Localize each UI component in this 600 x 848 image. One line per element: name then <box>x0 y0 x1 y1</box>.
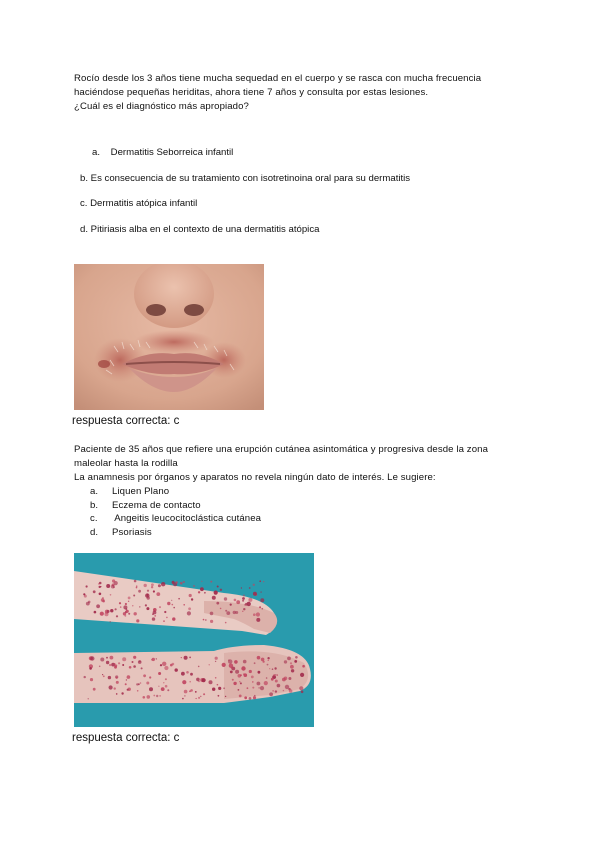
question-1-line-3: ¿Cuál es el diagnóstico más apropiado? <box>74 101 249 112</box>
question-2-line-1: Paciente de 35 años que refiere una erupción cutánea asintomática y progresiva desde la zona <box>74 444 489 455</box>
option-text: Liquen Plano <box>112 486 170 497</box>
question-2-option-b <box>74 499 534 513</box>
question-2-answer: respuesta correcta: c <box>72 732 180 744</box>
option-text: Psoriasis <box>112 526 152 538</box>
question-1-option-d: d. Pitiriasis alba en el contexto de una dermatitis atópica <box>80 224 320 235</box>
face-lesion-photo <box>74 264 264 410</box>
option-text: Eczema de contacto <box>112 499 201 511</box>
option-letter: a. <box>90 486 99 497</box>
option-text: Angeitis leucocitoclástica cutánea <box>112 513 262 525</box>
question-2-option-c <box>74 512 534 526</box>
legs-purpura-photo <box>74 553 314 727</box>
question-2-option-a <box>74 485 534 499</box>
question-2-stem <box>74 443 534 539</box>
question-1-line-2: haciéndose pequeñas heriditas, ahora tiene 7 años y consulta por estas lesiones. <box>74 87 429 98</box>
question-2-line-3: La anamnesis por órganos y aparatos no revela ningún dato de interés. Le sugiere: <box>74 472 436 483</box>
option-letter: c. <box>90 513 98 525</box>
option-letter: d. <box>90 526 99 538</box>
question-1-answer: respuesta correcta: c <box>72 415 180 427</box>
question-1-option-c: c. Dermatitis atópica infantil <box>80 198 198 209</box>
question-2-option-d <box>74 526 534 540</box>
question-1-line-1: Rocío desde los 3 años tiene mucha sequedad en el cuerpo y se rasca con mucha frecuencia <box>74 73 482 84</box>
question-1-stem <box>74 72 534 114</box>
question-1-option-a: a. Dermatitis Seborreica infantil <box>92 147 234 158</box>
question-2-line-2: maleolar hasta la rodilla <box>74 458 178 469</box>
question-1-option-b: b. Es consecuencia de su tratamiento con isotretinoina oral para su dermatitis <box>80 173 411 184</box>
option-letter: b. <box>90 499 99 511</box>
question-2-options <box>74 485 534 539</box>
